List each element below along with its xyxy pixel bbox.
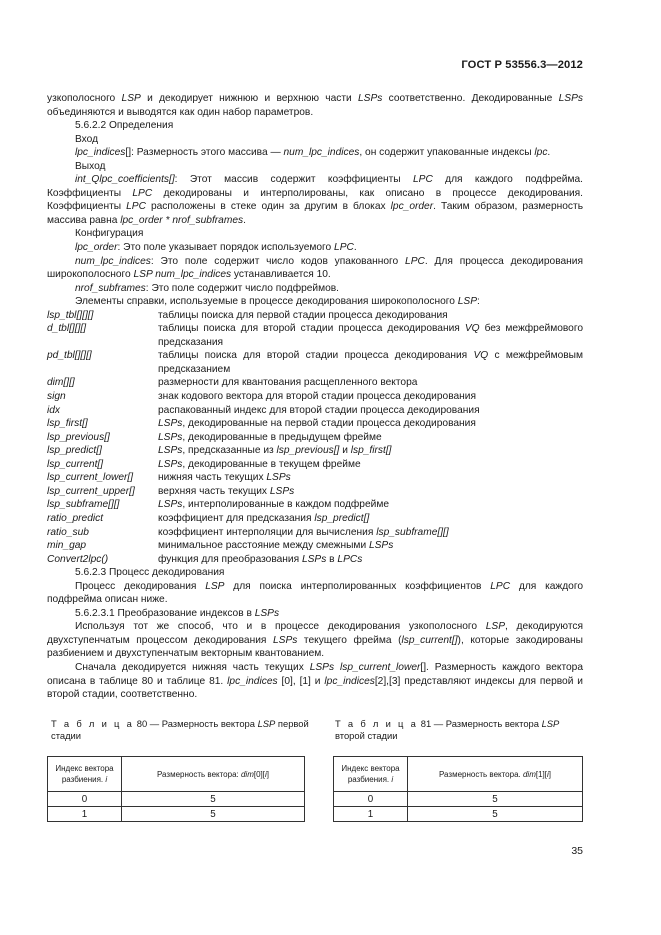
definition-row bbox=[47, 322, 583, 349]
definition-description: размерности для квантования расщепленного вектора bbox=[158, 377, 418, 389]
standard-header: ГОСТ Р 53556.3—2012 bbox=[461, 59, 583, 71]
definition-row bbox=[47, 526, 583, 540]
definition-list bbox=[47, 309, 583, 566]
table-80-caption: Т а б л и ц а 80 — Размерность вектора LSP первой стадии bbox=[51, 718, 309, 741]
definition-description: нижняя часть текущих LSPs bbox=[158, 472, 291, 484]
subheading-config: Конфигурация bbox=[75, 228, 144, 240]
definition-term: lsp_previous[] bbox=[47, 431, 110, 443]
definition-term: min_gap bbox=[47, 540, 87, 552]
body-text bbox=[47, 92, 583, 702]
definition-description: распакованный индекс для второй стадии процесса декодирования bbox=[158, 404, 480, 416]
definition-lpc-indices: lpc_indices[]: Размерность этого массива — num_lpc_indices, он содержит упакованные индексы lpc. bbox=[75, 147, 551, 159]
definition-term: lsp_current_lower[] bbox=[47, 472, 134, 484]
definition-term: dim[][] bbox=[47, 377, 75, 389]
definition-nrof-subframes: nrof_subframes: Это поле содержит число подфреймов. bbox=[75, 282, 340, 294]
definition-row bbox=[47, 376, 583, 390]
definition-row bbox=[47, 417, 583, 431]
definition-term: lsp_first[] bbox=[47, 418, 88, 430]
table-header-index: Индекс вектора разбиения. i bbox=[48, 757, 122, 792]
table-header-dimension: Размерность вектора: dim[0][i] bbox=[122, 757, 305, 792]
definition-description: LSPs, декодированные в текущем фрейме bbox=[158, 458, 361, 470]
definition-description: коэффициент интерполяции для вычисления lsp_subframe[][] bbox=[158, 526, 449, 538]
definition-term: d_tbl[][][] bbox=[47, 323, 87, 335]
definition-row bbox=[47, 404, 583, 418]
section-heading-5622: 5.6.2.2 Определения bbox=[75, 120, 174, 132]
definition-lpc-order: lpc_order: Это поле указывает порядок используемого LPC. bbox=[75, 242, 357, 254]
definition-description: минимальное расстояние между смежными LSPs bbox=[158, 540, 394, 552]
definition-row bbox=[47, 431, 583, 445]
definition-term: lsp_predict[] bbox=[47, 445, 102, 457]
definition-description: таблицы поиска для второй стадии процесса декодирования VQ без межфреймового предсказания bbox=[158, 323, 583, 348]
definition-row bbox=[47, 498, 583, 512]
definition-term: Convert2lpc() bbox=[47, 553, 109, 565]
definition-num-lpc-indices: num_lpc_indices: Это поле содержит число кодов упакованного LPC. Для процесса декодирования широкополосного LSP num_lpc_indices устанавливается 10. bbox=[47, 255, 583, 281]
table-row: 1 5 bbox=[48, 807, 305, 822]
section-heading-5623: 5.6.2.3 Процесс декодирования bbox=[75, 567, 225, 579]
definition-row bbox=[47, 471, 583, 485]
table-81-caption: Т а б л и ц а 81 — Размерность вектора LSP второй стадии bbox=[335, 718, 560, 741]
table-row: 0 5 bbox=[334, 792, 583, 807]
definition-term: sign bbox=[47, 391, 66, 403]
table-row: 1 5 bbox=[334, 807, 583, 822]
definition-row bbox=[47, 349, 583, 376]
definition-term: pd_tbl[][][] bbox=[47, 350, 92, 362]
definition-description: таблицы поиска для второй стадии процесса декодирования VQ с межфреймовым предсказанием bbox=[158, 350, 583, 375]
table-81 bbox=[333, 756, 583, 822]
definition-description: LSPs, декодированные на первой стадии процесса декодирования bbox=[158, 418, 476, 430]
definition-row bbox=[47, 444, 583, 458]
definition-description: верхняя часть текущих LSPs bbox=[158, 485, 295, 497]
definition-term: lsp_tbl[][][] bbox=[47, 309, 94, 321]
definition-description: знак кодового вектора для второй стадии процесса декодирования bbox=[158, 391, 477, 403]
definition-term: lsp_current[] bbox=[47, 458, 104, 470]
table-80 bbox=[47, 756, 305, 822]
definition-row bbox=[47, 458, 583, 472]
definition-term: lsp_current_upper[] bbox=[47, 485, 135, 497]
subheading-input: Вход bbox=[75, 133, 99, 145]
definition-int-qlpc: int_Qlpc_coefficients[]: Этот массив содержит коэффициенты LPC для каждого подфрейма. Коэффициенты LPC декодированы и интерполированы, как описано в процессе декодирования. Коэффициенты LPC расположены в стеке один за другим в блоках lpc_order. Таким образом, размерность массива равна lpc_order * nrof_subframes. bbox=[47, 174, 584, 226]
definition-term: idx bbox=[47, 404, 61, 416]
section-heading-56231: 5.6.2.3.1 Преобразование индексов в LSPs bbox=[75, 607, 280, 619]
definition-row bbox=[47, 512, 583, 526]
paragraph-using: Используя тот же способ, что и в процессе декодирования узкополосного LSP, декодируются двухступенчатым процессом декодирования LSPs текущего фрейма (lsp_current[]), которые закодированы разбиением и двухступенчатым векторным квантованием. bbox=[47, 621, 584, 660]
definition-description: LSPs, предсказанные из lsp_previous[] и lsp_first[] bbox=[158, 445, 392, 457]
definition-term: ratio_predict bbox=[47, 512, 104, 524]
definition-term: lsp_subframe[][] bbox=[47, 499, 120, 511]
definition-row bbox=[47, 539, 583, 553]
table-header-dimension: Размерность вектора. dim[1][i] bbox=[408, 757, 583, 792]
definition-row bbox=[47, 553, 583, 567]
table-row: 0 5 bbox=[48, 792, 305, 807]
definition-row bbox=[47, 390, 583, 404]
paragraph-process: Процесс декодирования LSP для поиска интерполированных коэффициентов LPC для каждого подфрейма описан ниже. bbox=[47, 580, 583, 606]
definition-description: таблицы поиска для первой стадии процесса декодирования bbox=[158, 309, 448, 321]
definition-description: LSPs, декодированные в предыдущем фрейме bbox=[158, 431, 382, 443]
definition-row bbox=[47, 485, 583, 499]
definition-description: функция для преобразования LSPs в LPCs bbox=[158, 553, 363, 565]
page-number: 35 bbox=[571, 845, 583, 857]
subheading-output: Выход bbox=[75, 160, 106, 172]
paragraph: узкополосного LSP и декодирует нижнюю и верхнюю части LSPs соответственно. Декодированные LSPs объединяются и выводятся как один набор параметров. bbox=[47, 93, 583, 118]
definition-description: LSPs, интерполированные в каждом подфрейме bbox=[158, 499, 390, 511]
definition-term: ratio_sub bbox=[47, 526, 89, 538]
definition-row bbox=[47, 309, 583, 323]
paragraph-first: Сначала декодируется нижняя часть текущих LSPs lsp_current_lower[]. Размерность каждого вектора описана в таблице 80 и таблице 81. lpc_indices [0], [1] и lpc_indices[2],[3] представляют индексы для первой и второй стадии, соответственно. bbox=[47, 661, 584, 701]
table-header-index: Индекс вектора разбиения. i bbox=[334, 757, 408, 792]
definition-description: коэффициент для предсказания lsp_predict[] bbox=[158, 512, 370, 524]
elements-intro: Элементы справки, используемые в процессе декодирования широкополосного LSP: bbox=[75, 296, 480, 308]
